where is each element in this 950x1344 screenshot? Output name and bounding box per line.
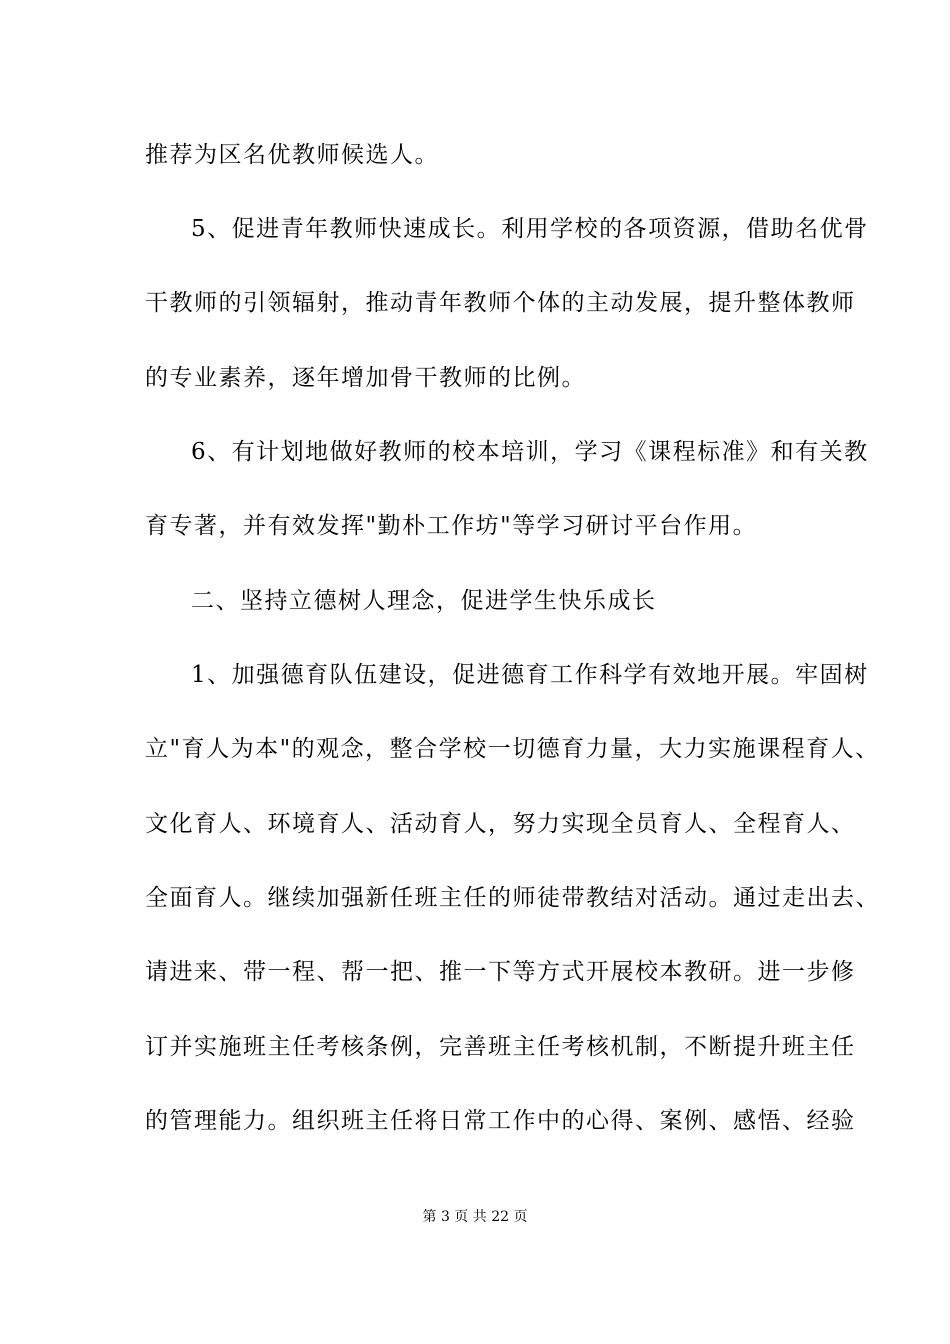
text-line: 的管理能力。组织班主任将日常工作中的心得、案例、感悟、经验 <box>145 1108 856 1134</box>
text-line: 育专著，并有效发挥"勤朴工作坊"等学习研讨平台作用。 <box>145 513 758 539</box>
text-line: 的专业素养，逐年增加骨干教师的比例。 <box>145 365 586 391</box>
text-line: 1、加强德育队伍建设，促进德育工作科学有效地开展。牢固树 <box>191 662 869 688</box>
text-line: 请进来、带一程、帮一把、推一下等方式开展校本教研。进一步修 <box>145 959 856 985</box>
text-line: 全面育人。继续加强新任班主任的师徒带教结对活动。通过走出去、 <box>145 885 880 911</box>
text-line: 立"育人为本"的观念，整合学校一切德育力量，大力实施课程育人、 <box>145 736 880 762</box>
text-line: 干教师的引领辐射，推动青年教师个体的主动发展，提升整体教师 <box>145 290 856 316</box>
text-line: 推荐为区名优教师候选人。 <box>145 142 439 168</box>
text-line: 6、有计划地做好教师的校本培训，学习《课程标准》和有关教 <box>191 439 869 465</box>
text-line: 订并实施班主任考核条例，完善班主任考核机制，不断提升班主任 <box>145 1034 856 1060</box>
page-number-footer: 第 3 页 共 22 页 <box>422 1209 528 1225</box>
text-line: 文化育人、环境育人、活动育人，努力实现全员育人、全程育人、 <box>145 811 856 837</box>
section-heading: 二、坚持立德树人理念，促进学生快乐成长 <box>191 588 657 614</box>
text-line: 5、促进青年教师快速成长。利用学校的各项资源，借助名优骨 <box>191 216 869 242</box>
